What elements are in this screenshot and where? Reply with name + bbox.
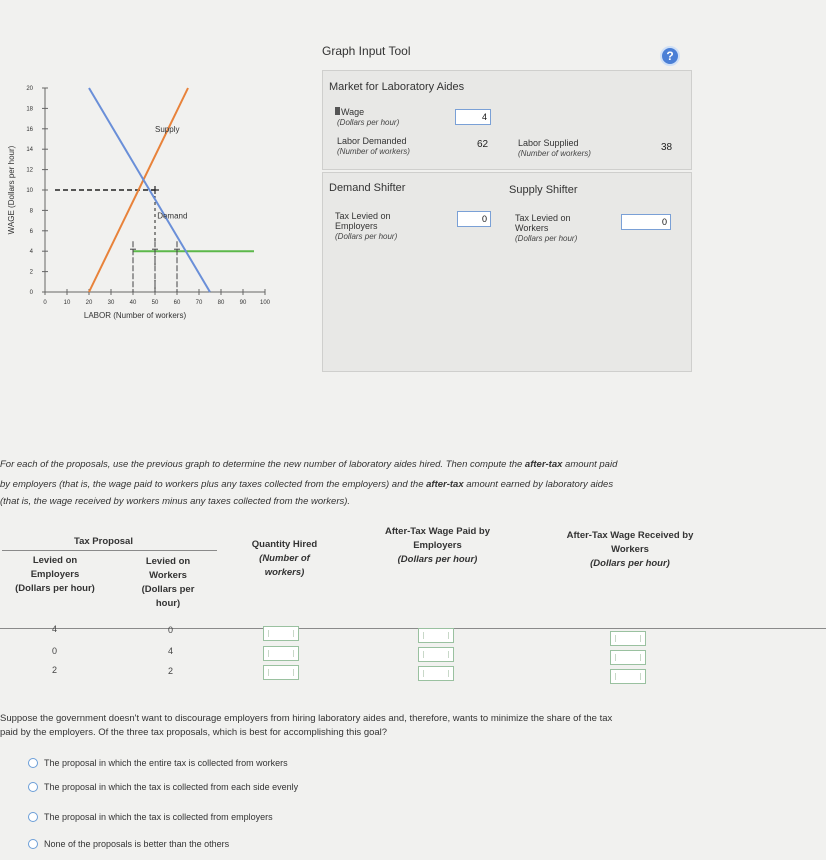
instructions-line2a: by employers (that is, the wage paid to workers plus any taxes collected from the employers) and the bbox=[0, 479, 427, 490]
y-tick-label: 4 bbox=[29, 249, 33, 256]
tax-workers-label-1: Tax Levied on bbox=[515, 213, 571, 223]
tax-employers-unit: (Dollars per hour) bbox=[335, 232, 398, 241]
labor-supplied-unit: (Number of workers) bbox=[518, 149, 591, 158]
tax-proposal-header: Tax Proposal bbox=[74, 536, 133, 547]
labor-demanded-unit: (Number of workers) bbox=[337, 147, 410, 156]
supply-shifter-title: Supply Shifter bbox=[509, 184, 578, 196]
x-tick-label: 100 bbox=[259, 300, 271, 306]
demand-label: Demand bbox=[157, 211, 188, 221]
instructions-line1c: amount paid bbox=[562, 459, 618, 470]
row1-workers: 0 bbox=[168, 625, 174, 635]
col-quantity-header: Quantity Hired (Number of workers) bbox=[251, 539, 318, 578]
y-tick-label: 16 bbox=[26, 126, 33, 133]
tax-workers-unit: (Dollars per hour) bbox=[515, 234, 578, 243]
labor-demanded-label: Labor Demanded bbox=[337, 136, 407, 146]
supply-label: Supply bbox=[155, 124, 180, 134]
labor-supplied-label: Labor Supplied bbox=[518, 138, 579, 148]
tax-employers-label-2: Employers bbox=[335, 221, 378, 231]
x-tick-label: 40 bbox=[129, 300, 137, 306]
question-text: Suppose the government doesn't want to discourage employers from hiring laboratory aides and, therefore, wants to minimize the share of the tax paid by the employers. Of the three tax proposals, which is best for accomplishing this goal? bbox=[0, 713, 613, 738]
market-title: Market for Laboratory Aides bbox=[329, 81, 465, 93]
row1-received-input[interactable] bbox=[610, 631, 646, 646]
market-panel bbox=[322, 70, 692, 170]
row3-quantity-input[interactable] bbox=[263, 665, 299, 680]
radio-icon[interactable] bbox=[28, 758, 38, 768]
tax-employers-label-1: Tax Levied on bbox=[335, 211, 391, 221]
y-axis-title: WAGE (Dollars per hour) bbox=[7, 145, 16, 235]
x-tick-label: 70 bbox=[195, 300, 203, 306]
row2-received-input[interactable] bbox=[610, 650, 646, 665]
labor-demanded-value: 62 bbox=[477, 139, 489, 150]
row2-employers: 0 bbox=[52, 646, 58, 656]
row3-employers: 2 bbox=[52, 665, 58, 675]
supply-demand-graph[interactable] bbox=[0, 60, 300, 360]
y-tick-label: 14 bbox=[26, 147, 33, 154]
y-tick-label: 6 bbox=[29, 228, 33, 235]
graph-input-tool-title: Graph Input Tool bbox=[322, 44, 411, 58]
y-tick-label: 10 bbox=[26, 188, 33, 194]
y-tick-label: 18 bbox=[26, 106, 33, 113]
col-received-header: After-Tax Wage Received by Workers (Dollars per hour) bbox=[566, 530, 694, 569]
instructions-line1b: after-tax bbox=[524, 459, 563, 470]
option-workers[interactable]: The proposal in which the entire tax is collected from workers bbox=[28, 758, 288, 768]
tax-workers-label-2: Workers bbox=[515, 223, 549, 233]
row3-received-input[interactable] bbox=[610, 669, 646, 684]
y-tick-label: 20 bbox=[26, 86, 33, 92]
row1-quantity-input[interactable] bbox=[263, 626, 299, 641]
option-none[interactable]: None of the proposals is better than the others bbox=[28, 839, 229, 849]
row2-paid-input[interactable] bbox=[418, 647, 454, 662]
wage-marker-icon bbox=[335, 107, 340, 115]
chart-svg[interactable] bbox=[0, 60, 300, 360]
wage-label: Wage bbox=[341, 107, 365, 117]
col-paid-header: After-Tax Wage Paid by Employers (Dollars per hour) bbox=[384, 526, 491, 565]
instructions-line3: (that is, the wage received by workers minus any taxes collected from the workers). bbox=[0, 496, 351, 507]
table-header-rule bbox=[0, 628, 826, 629]
x-tick-label: 0 bbox=[43, 300, 47, 306]
x-tick-label: 30 bbox=[107, 300, 115, 306]
row1-paid-input[interactable] bbox=[418, 628, 454, 643]
col-workers-header: Levied on Workers (Dollars per hour) bbox=[141, 556, 195, 609]
labor-supplied-value: 38 bbox=[661, 142, 673, 153]
tax-employers-input[interactable]: 0 bbox=[457, 211, 491, 227]
row3-paid-input[interactable] bbox=[418, 666, 454, 681]
row3-workers: 2 bbox=[168, 666, 174, 676]
y-tick-label: 2 bbox=[29, 269, 33, 276]
col-employers-header: Levied on Employers (Dollars per hour) bbox=[15, 555, 95, 594]
instructions-line2b: after-tax bbox=[426, 479, 464, 490]
help-icon[interactable]: ? bbox=[660, 46, 680, 66]
tax-workers-input[interactable]: 0 bbox=[621, 214, 671, 230]
tax-proposal-rule bbox=[2, 550, 217, 551]
demand-shifter-title: Demand Shifter bbox=[329, 182, 406, 194]
instructions bbox=[0, 458, 826, 509]
wage-input[interactable]: 4 bbox=[455, 109, 491, 125]
x-tick-label: 10 bbox=[63, 300, 71, 306]
option-employers[interactable]: The proposal in which the tax is collected from employers bbox=[28, 812, 273, 822]
x-axis-title: LABOR (Number of workers) bbox=[83, 311, 187, 320]
shifter-panel bbox=[322, 172, 692, 372]
y-tick-label: 12 bbox=[26, 167, 33, 174]
instructions-line2c: amount earned by laboratory aides bbox=[463, 479, 614, 490]
x-tick-label: 50 bbox=[151, 300, 159, 306]
option-even[interactable]: The proposal in which the tax is collected from each side evenly bbox=[28, 782, 298, 792]
row2-quantity-input[interactable] bbox=[263, 646, 299, 661]
x-tick-label: 60 bbox=[173, 300, 181, 306]
x-tick-label: 90 bbox=[239, 300, 247, 306]
wage-unit: (Dollars per hour) bbox=[337, 118, 400, 127]
x-tick-label: 20 bbox=[85, 300, 93, 306]
radio-icon[interactable] bbox=[28, 812, 38, 822]
row1-employers: 4 bbox=[52, 624, 58, 634]
x-tick-label: 80 bbox=[217, 300, 225, 306]
y-tick-label: 8 bbox=[29, 208, 33, 215]
row2-workers: 4 bbox=[168, 646, 174, 656]
instructions-line1a: For each of the proposals, use the previous graph to determine the new number of laboratory aides hired. Then compute the bbox=[0, 459, 525, 470]
radio-icon[interactable] bbox=[28, 782, 38, 792]
radio-icon[interactable] bbox=[28, 839, 38, 849]
y-tick-label: 0 bbox=[29, 290, 33, 296]
